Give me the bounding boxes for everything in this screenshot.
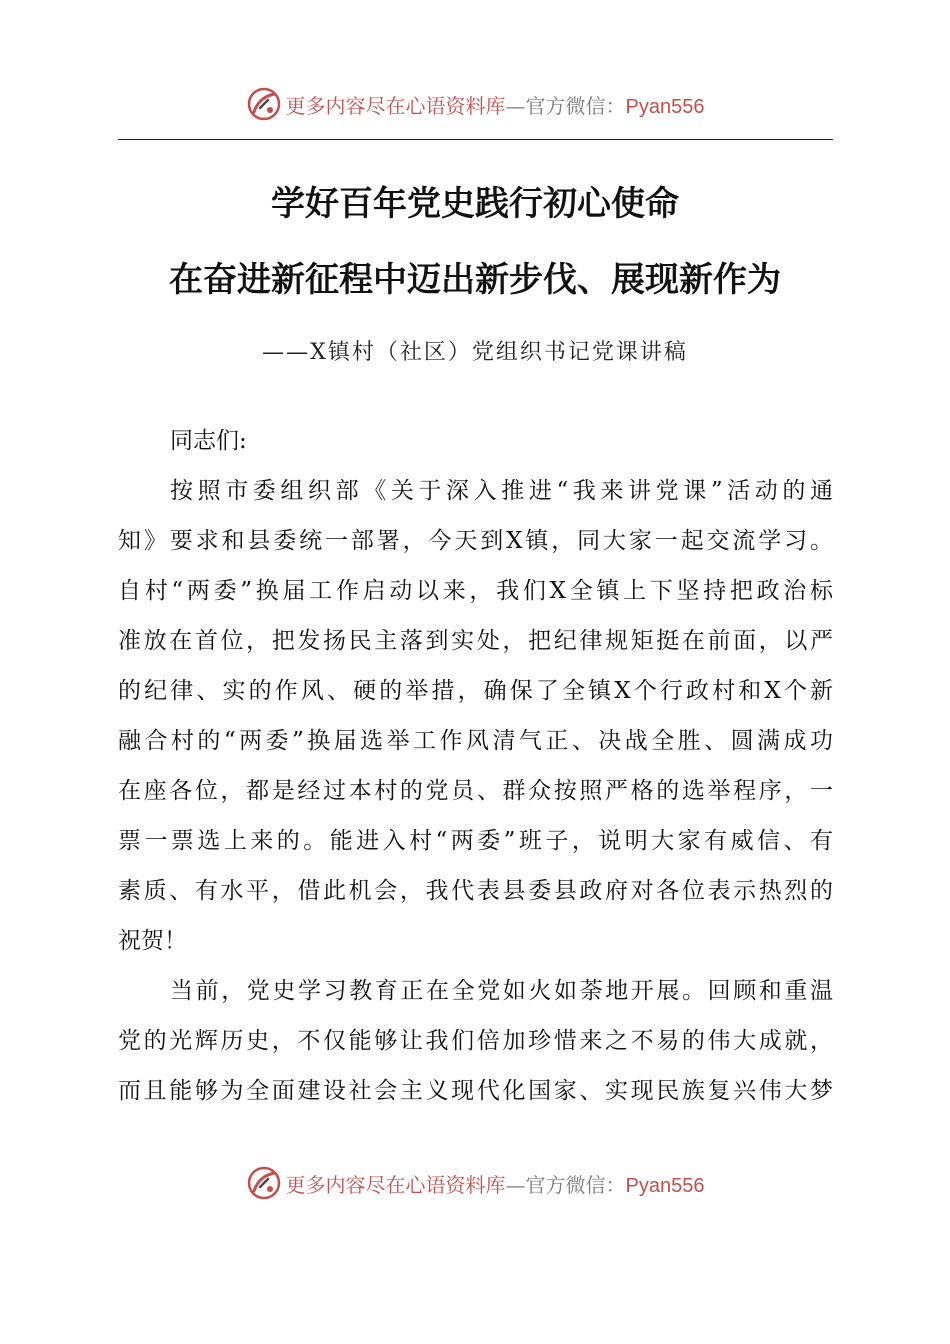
body-line: 祝贺！ [118, 928, 187, 954]
body-line: 票一票选上来的。能进入村“两委”班子，说明大家有威信、有 [118, 828, 833, 854]
header-banner-text: 更多内容尽在心语资料库—官方微信：Pyan556 [285, 93, 705, 118]
body-line: 融合村的“两委”换届选举工作风清气正、决战全胜、圆满成功 [118, 728, 833, 754]
header-rule [118, 139, 833, 140]
body-line: 素质、有水平，借此机会，我代表县委县政府对各位表示热烈的 [118, 878, 833, 904]
body-line: 准放在首位，把发扬民主落到实处，把纪律规矩挺在前面，以严 [118, 628, 833, 654]
body-line: 的纪律、实的作风、硬的举措，确保了全镇X个行政村和X个新 [118, 678, 833, 704]
logo-icon [246, 1165, 282, 1201]
header-banner [0, 82, 950, 126]
document-title-line-2: 在奋进新征程中迈出新步伐、展现新作为 [169, 260, 781, 300]
body-line: 当前，党史学习教育正在全党如火如荼地开展。回顾和重温 [170, 978, 833, 1004]
body-line: 知》要求和县委统一部署，今天到X镇，同大家一起交流学习。 [118, 528, 833, 554]
body-line: 按照市委组织部《关于深入推进“我来讲党课”活动的通 [170, 478, 833, 504]
footer-banner [0, 1161, 950, 1205]
body-line: 而且能够为全面建设社会主义现代化国家、实现民族复兴伟大梦 [118, 1078, 833, 1104]
body-line: 自村“两委”换届工作启动以来，我们X全镇上下坚持把政治标 [118, 578, 833, 604]
footer-banner-text: 更多内容尽在心语资料库—官方微信：Pyan556 [285, 1172, 705, 1197]
body-line: 同志们: [170, 428, 247, 454]
body-line: 在座各位，都是经过本村的党员、群众按照严格的选举程序，一 [118, 778, 833, 804]
document-subtitle: ——X镇村（社区）党组织书记党课讲稿 [262, 340, 688, 365]
document-body [118, 416, 833, 1116]
document-title-line-1: 学好百年党史践行初心使命 [271, 184, 679, 224]
logo-icon [246, 86, 282, 122]
body-line: 党的光辉历史，不仅能够让我们倍加珍惜来之不易的伟大成就， [118, 1028, 833, 1054]
